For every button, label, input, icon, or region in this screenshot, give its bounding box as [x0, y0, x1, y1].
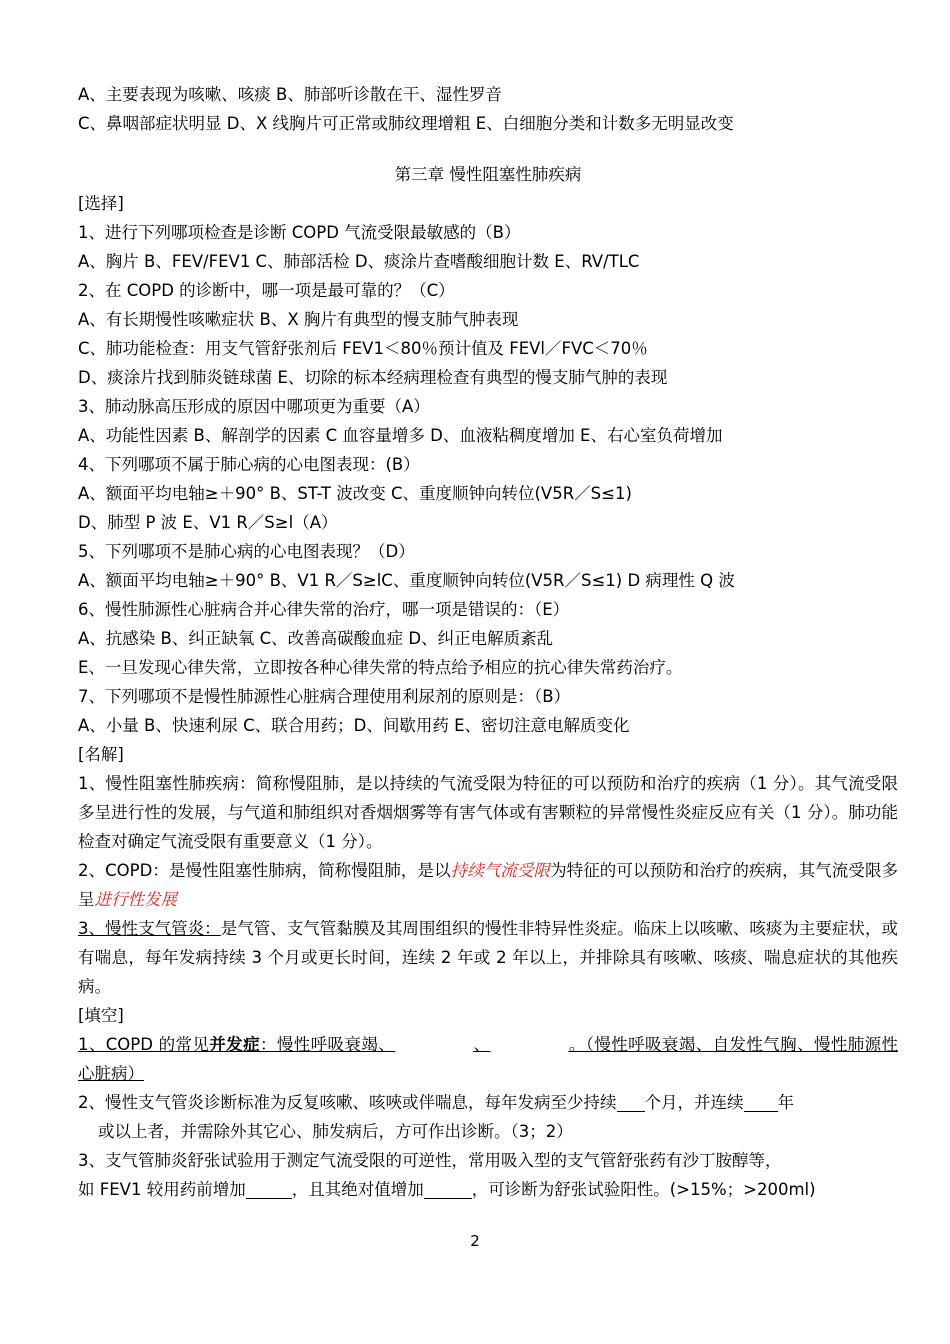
answer-blank: [490, 1036, 568, 1054]
answer-blank: [424, 1180, 472, 1199]
page-number: 2: [470, 1232, 480, 1250]
question-line: A、小量 B、快速利尿 C、联合用药；D、间歇用药 E、密切注意电解质变化: [78, 716, 630, 735]
term-definition-3: [78, 914, 898, 1001]
term-definition-2: [78, 856, 898, 914]
fill-3-text-c: ，且其绝对值增加: [291, 1180, 424, 1199]
question-line: D、肺型 P 波 E、V1 R／S≥l（A）: [78, 513, 338, 532]
fill-question-3: 3、支气管肺炎舒张试验用于测定气流受限的可逆性，常用吸入型的支气管舒张药有沙丁胺醇等，: [78, 1151, 782, 1170]
section-heading-choice: [选择]: [78, 194, 124, 213]
fill-1-text-a: 1、COPD 的常见: [78, 1035, 210, 1054]
document-page: [78, 80, 898, 1204]
question-line: A、胸片 B、FEV/FEV1 C、肺部活检 D、痰涂片查嗜酸细胞计数 E、RV/TLC: [78, 252, 640, 271]
question-line: A、抗感染 B、纠正缺氧 C、改善高碳酸血症 D、纠正电解质紊乱: [78, 629, 554, 648]
answer-blank: [617, 1093, 645, 1112]
answer-blank: [395, 1036, 473, 1054]
section-heading-terms: [名解]: [78, 745, 124, 764]
fill-question-2: [78, 1088, 898, 1117]
question-line: 3、肺动脉高压形成的原因中哪项更为重要（A）: [78, 397, 430, 416]
fill-question-1: [78, 1030, 898, 1088]
term-definition-1: 1、慢性阻塞性肺疾病：简称慢阻肺，是以持续的气流受限为特征的可以预防和治疗的疾病（1 分）。其气流受限多呈进行性的发展，与气道和肺组织对香烟烟雾等有害气体或有害颗粒的异常慢性炎症反应有关（1 分）。肺功能检查对确定气流受限有重要意义（1 分）。: [78, 774, 898, 851]
term-3-body: 是气管、支气管黏膜及其周围组织的慢性非特异性炎症。临床上以咳嗽、咳痰为主要症状，或有喘息，每年发病持续 3 个月或更长时间，连续 2 年或 2 年以上，并排除具有咳嗽、咳痰、喘息症状的其他疾病。: [78, 919, 899, 996]
fill-1-text-b: ：慢性呼吸衰竭、: [259, 1035, 396, 1054]
question-line: D、痰涂片找到肺炎链球菌 E、切除的标本经病理检查有典型的慢支肺气肿的表现: [78, 368, 668, 387]
term-2-text-b: 为特征的可以预防和治疗的疾病，其气流受限多呈: [78, 861, 899, 909]
fill-2-text-a: 2、慢性支气管炎诊断标准为反复咳嗽、咳唊或伴喘息，每年发病至少持续: [78, 1093, 617, 1112]
fill-1-text-c: 、: [473, 1035, 491, 1054]
question-line: C、肺功能检查：用支气管舒张剂后 FEV1＜80％预计值及 FEVl／FVC＜70％: [78, 339, 648, 358]
term-3-label: 3、慢性支气管炎：: [78, 919, 221, 938]
question-line: A、额面平均电轴≥＋90° B、ST-T 波改变 C、重度顺钟向转位(V5R／S≤1): [78, 484, 632, 503]
fill-1-bold: 并发症: [209, 1035, 260, 1054]
fill-1-text-d: 。（慢性呼吸衰竭、自发性气胸、慢性肺源性心脏病）: [78, 1035, 899, 1083]
term-2-highlight-2: 进行性发展: [94, 890, 177, 909]
question-line: 1、进行下列哪项检查是诊断 COPD 气流受限最敏感的（B）: [78, 223, 521, 242]
term-2-highlight-1: 持续气流受限: [450, 861, 551, 880]
question-line: A、有长期慢性咳嗽症状 B、X 胸片有典型的慢支肺气肿表现: [78, 310, 519, 329]
fill-3-text-d: ，可诊断为舒张试验阳性。(>15%；>200ml): [471, 1180, 816, 1199]
question-line: A、额面平均电轴≥＋90° B、V1 R／S≥lC、重度顺钟向转位(V5R／S≤1) D 病理性 Q 波: [78, 571, 735, 590]
answer-blank: [744, 1093, 778, 1112]
fill-question-3-cont: [78, 1175, 898, 1204]
fill-3-text-b: 如 FEV1 较用药前增加: [78, 1180, 246, 1199]
section-heading-fill: [填空]: [78, 1006, 124, 1025]
question-line: 6、慢性肺源性心脏病合并心律失常的治疗，哪一项是错误的：（E）: [78, 600, 570, 619]
question-line: A、功能性因素 B、解剖学的因素 C 血容量增多 D、血液粘稠度增加 E、右心室负荷增加: [78, 426, 723, 445]
question-line: 5、下列哪项不是肺心病的心电图表现？（D）: [78, 542, 415, 561]
question-line: 2、在 COPD 的诊断中，哪一项是最可靠的？（C）: [78, 281, 455, 300]
text-line: C、鼻咽部症状明显 D、X 线胸片可正常或肺纹理增粗 E、白细胞分类和计数多无明显改变: [78, 114, 734, 133]
chapter-title: 第三章 慢性阻塞性肺疾病: [394, 165, 582, 184]
question-line: 4、下列哪项不属于肺心病的心电图表现：(B）: [78, 455, 420, 474]
fill-2-text-c: 年: [777, 1093, 794, 1112]
text-line: A、主要表现为咳嗽、咳痰 B、肺部听诊散在干、湿性罗音: [78, 85, 502, 104]
question-line: 7、下列哪项不是慢性肺源性心脏病合理使用利尿剂的原则是：（B）: [78, 687, 571, 706]
question-line: E、一旦发现心律失常，立即按各种心律失常的特点给予相应的抗心律失常药治疗。: [78, 658, 683, 677]
fill-2-text-b: 个月，并连续: [644, 1093, 744, 1112]
term-2-text-a: 2、COPD：是慢性阻塞性肺病，简称慢阻肺，是以: [78, 861, 451, 880]
fill-question-2-cont: 或以上者，并需除外其它心、肺发病后，方可作出诊断。（3；2）: [98, 1122, 573, 1141]
answer-blank: [246, 1180, 292, 1199]
